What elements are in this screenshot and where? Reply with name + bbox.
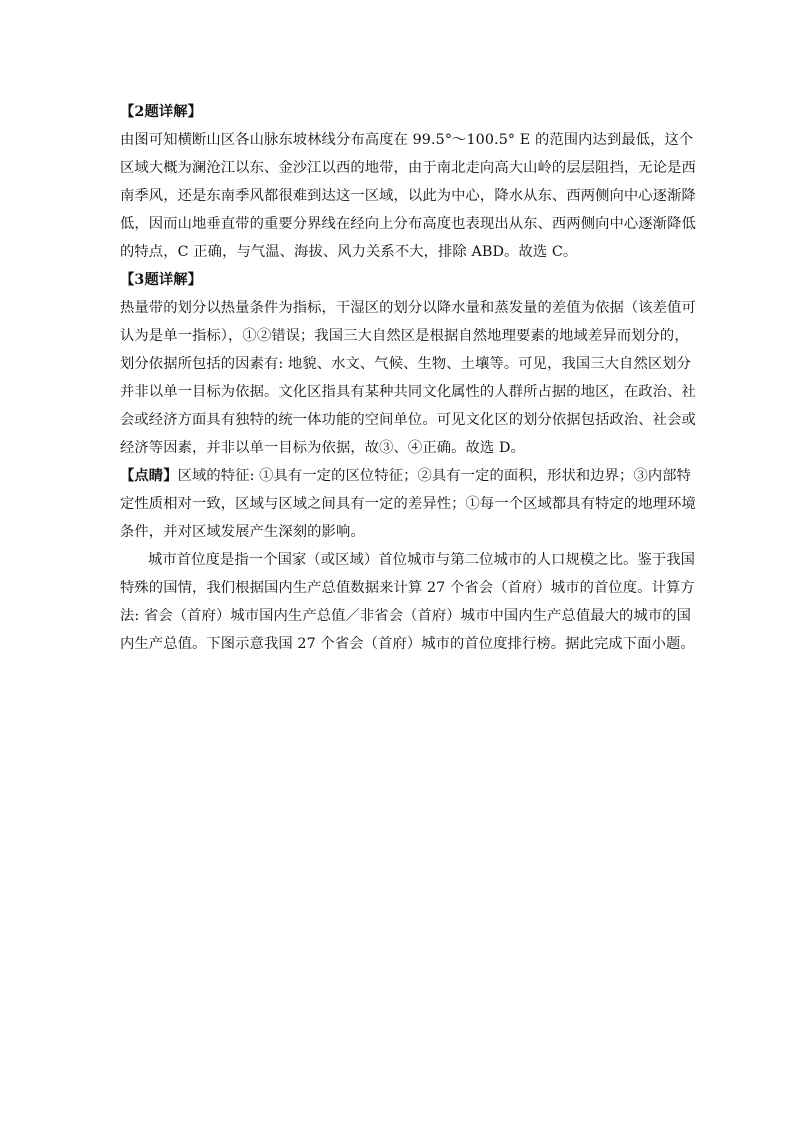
dianjing-line-1 xyxy=(120,462,692,490)
document-body xyxy=(120,98,696,658)
q2-line-5: 的特点，C 正确，与气温、海拔、风力关系不大，排除 ABD。故选 C。 xyxy=(120,244,578,260)
q2-line-2: 区域大概为澜沧江以东、金沙江以西的地带，由于南北走向高大山岭的层层阻挡，无论是西 xyxy=(120,160,696,176)
intro-line-3: 法: 省会（首府）城市国内生产总值／非省会（首府）城市中国内生产总值最大的城市的国 xyxy=(120,608,692,624)
q3-line-1: 热量带的划分以热量条件为指标，干湿区的划分以降水量和蒸发量的差值为依据（该差值可 xyxy=(120,300,696,316)
q3-line-5: 会或经济方面具有独特的统一体功能的空间单位。可见文化区的划分依据包括政治、社会或 xyxy=(120,412,696,428)
q3-line-4: 并非以单一目标为依据。文化区指具有某种共同文化属性的人群所占据的地区，在政治、社 xyxy=(120,384,696,400)
q2-line-1: 由图可知横断山区各山脉东坡林线分布高度在 99.5°～100.5° E 的范围内达到最低，这个 xyxy=(120,132,694,148)
intro-line-1: 城市首位度是指一个国家（或区域）首位城市与第二位城市的人口规模之比。鉴于我国 xyxy=(148,552,696,568)
q2-line-3: 南季风，还是东南季风都很难到达这一区域，以此为中心，降水从东、西两侧向中心逐渐降 xyxy=(120,188,696,204)
q2-line-4: 低，因而山地垂直带的重要分界线在经向上分布高度也表现出从东、西两侧向中心逐渐降低 xyxy=(120,216,696,232)
q3-heading: 【3题详解】 xyxy=(120,272,203,288)
dianjing-label: 【点睛】 xyxy=(120,468,178,484)
q3-line-3: 划分依据所包括的因素有: 地貌、水文、气候、生物、土壤等。可见，我国三大自然区划分 xyxy=(120,356,692,372)
q3-line-6: 经济等因素，并非以单一目标为依据，故③、④正确。故选 D。 xyxy=(120,440,525,456)
dianjing-text: 区域的特征: ①具有一定的区位特征；②具有一定的面积，形状和边界；③内部特 xyxy=(177,468,692,484)
intro-line-2: 特殊的国情，我们根据国内生产总值数据来计算 27 个省会（首府）城市的首位度。计算方 xyxy=(120,580,695,596)
intro-line-4: 内生产总值。下图示意我国 27 个省会（首府）城市的首位度排行榜。据此完成下面小题。 xyxy=(120,636,695,652)
dianjing-line-3: 条件，并对区域发展产生深刻的影响。 xyxy=(120,524,365,540)
q3-line-2: 认为是单一指标），①②错误；我国三大自然区是根据自然地理要素的地域差异而划分的， xyxy=(120,328,689,344)
dianjing-line-2: 定性质相对一致，区域与区域之间具有一定的差异性；①每一个区域都具有特定的地理环境 xyxy=(120,496,696,512)
q2-heading: 【2题详解】 xyxy=(120,104,203,120)
